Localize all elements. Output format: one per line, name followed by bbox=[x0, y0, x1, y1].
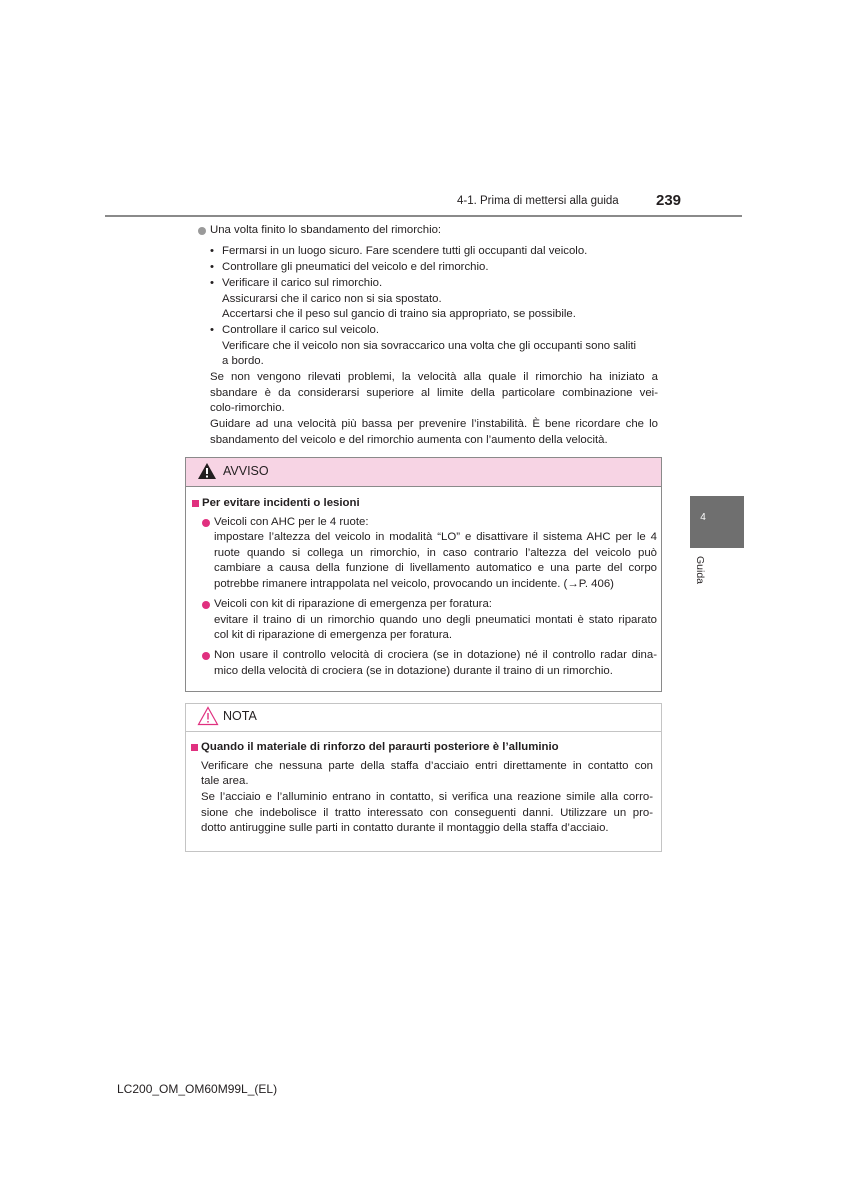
list-item: Controllare il carico sul veicolo. bbox=[222, 324, 379, 336]
note-line: Se l’acciaio e l’alluminio entrano in contatto, si verifica una reazione simile alla corro- bbox=[201, 791, 653, 803]
pink-bullet-icon bbox=[202, 601, 210, 609]
warning-item-line: Veicoli con AHC per le 4 ruote: bbox=[214, 516, 369, 528]
warning-heading: Per evitare incidenti o lesioni bbox=[202, 497, 360, 509]
paragraph-line: sbandamento del veicolo e del rimorchio aumenta con l’aumento della velocità. bbox=[210, 434, 608, 446]
paragraph-line: Guidare ad una velocità più bassa per prevenire l’instabilità. È bene ricordare che lo bbox=[210, 418, 658, 430]
list-item: Fermarsi in un luogo sicuro. Fare scendere tutti gli occupanti dal veicolo. bbox=[222, 245, 588, 257]
list-item-detail: Accertarsi che il peso sul gancio di traino sia appropriato, se possibile. bbox=[222, 308, 576, 320]
warning-item-line: cambiare a causa della funzione di livellamento automatico e una parte del corpo bbox=[214, 562, 657, 574]
note-line: dotto antiruggine sulle parti in contatto durante il montaggio della staffa d’acciaio. bbox=[201, 822, 609, 834]
list-bullet: • bbox=[210, 245, 214, 257]
warning-item-line: Veicoli con kit di riparazione di emergenza per foratura: bbox=[214, 598, 492, 610]
warning-item-line: Non usare il controllo velocità di crociera (se in dotazione) né il controllo radar dina- bbox=[214, 649, 657, 661]
pink-square-icon bbox=[192, 500, 199, 507]
note-line: Verificare che nessuna parte della staffa d’acciaio entri direttamente in contatto con bbox=[201, 760, 653, 772]
list-bullet: • bbox=[210, 277, 214, 289]
warning-item-line: impostare l’altezza del veicolo in modalità “LO” e disattivare il sistema AHC per le 4 bbox=[214, 531, 657, 543]
pink-square-icon bbox=[191, 744, 198, 751]
paragraph-line: Se non vengono rilevati problemi, la velocità alla quale il rimorchio ha iniziato a bbox=[210, 371, 658, 383]
list-item-detail: a bordo. bbox=[222, 355, 264, 367]
list-bullet: • bbox=[210, 324, 214, 336]
pink-bullet-icon bbox=[202, 519, 210, 527]
note-header bbox=[186, 704, 661, 732]
warning-item-line: col kit di riparazione di emergenza per foratura. bbox=[214, 629, 453, 641]
caution-triangle-icon bbox=[197, 706, 219, 726]
warning-triangle-icon bbox=[197, 462, 217, 480]
note-title: NOTA bbox=[223, 709, 257, 723]
chapter-number: 4 bbox=[700, 512, 706, 523]
section-title: 4-1. Prima di mettersi alla guida bbox=[457, 195, 619, 207]
list-item: Verificare il carico sul rimorchio. bbox=[222, 277, 383, 289]
warning-item-line: mico della velocità di crociera (se in dotazione) durante il traino di un rimorchio. bbox=[214, 665, 613, 677]
note-heading: Quando il materiale di rinforzo del paraurti posteriore è l’alluminio bbox=[201, 741, 559, 753]
document-code: LC200_OM_OM60M99L_(EL) bbox=[117, 1082, 278, 1096]
chapter-label: Guida bbox=[694, 556, 706, 585]
page-number: 239 bbox=[656, 192, 682, 209]
warning-item-line: evitare il traino di un rimorchio quando uno degli pneumatici montati è stato riparato bbox=[214, 614, 657, 626]
note-line: tale area. bbox=[201, 775, 249, 787]
warning-item-line: potrebbe rimanere intrappolata nel veicolo, provocando un incidente. (→P. 406) bbox=[214, 578, 614, 590]
list-item-detail: Verificare che il veicolo non sia sovraccarico una volta che gli occupanti sono saliti bbox=[222, 340, 637, 352]
list-item: Controllare gli pneumatici del veicolo e del rimorchio. bbox=[222, 261, 489, 273]
note-line: sione che indebolisce il tratto interessato con conseguenti danni. Utilizzare un pro- bbox=[201, 807, 653, 819]
paragraph-line: colo-rimorchio. bbox=[210, 402, 285, 414]
warning-item-line: ruote quando si collega un rimorchio, in caso contrario l’altezza del veicolo può bbox=[214, 547, 657, 559]
intro-bullet-title: Una volta finito lo sbandamento del rimorchio: bbox=[210, 224, 442, 236]
header-divider bbox=[105, 215, 742, 217]
list-bullet: • bbox=[210, 261, 214, 273]
paragraph-line: sbandare è da considerarsi superiore al limite della particolare combinazione vei- bbox=[210, 387, 658, 399]
pink-bullet-icon bbox=[202, 652, 210, 660]
warning-title: AVVISO bbox=[223, 464, 269, 478]
grey-bullet-icon bbox=[198, 227, 206, 235]
list-item-detail: Assicurarsi che il carico non si sia spostato. bbox=[222, 293, 442, 305]
